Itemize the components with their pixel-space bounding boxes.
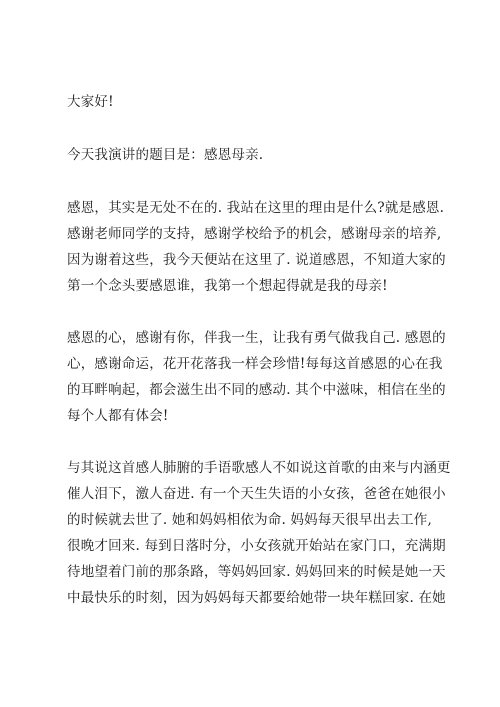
paragraph-2-line-3: 的耳畔响起，都会滋生出不同的感动. 其个中滋味，相信在坐的 xyxy=(67,382,446,398)
paragraph-2-line-1: 感恩的心，感谢有你，伴我一生，让我有勇气做我自己. 感恩的 xyxy=(67,330,446,346)
paragraph-3-line-2: 催人泪下，激人奋进. 有一个天生失语的小女孩，爸爸在她很小 xyxy=(67,486,446,502)
paragraph-3-line-1: 与其说这首感人肺腑的手语歌感人不如说这首歌的由来与内涵更 xyxy=(67,460,451,476)
paragraph-1-line-4: 第一个念头要感恩谁，我第一个想起得就是我的母亲! xyxy=(67,278,388,294)
intro-line: 今天我演讲的题目是：感恩母亲. xyxy=(67,147,264,163)
paragraph-1-line-2: 感谢老师同学的支持，感谢学校给予的机会，感谢母亲的培养, xyxy=(67,226,442,242)
greeting-line: 大家好! xyxy=(67,94,114,110)
paragraph-3-line-5: 待地望着门前的那条路，等妈妈回家. 妈妈回来的时候是她一天 xyxy=(67,564,446,580)
paragraph-1-line-3: 因为谢着这些，我今天便站在这里了. 说道感恩，不知道大家的 xyxy=(67,252,446,268)
paragraph-3-line-4: 很晚才回来. 每到日落时分，小女孩就开始站在家门口，充满期 xyxy=(67,538,446,554)
paragraph-2-line-2: 心，感谢命运，花开花落我一样会珍惜!每每这首感恩的心在我 xyxy=(67,356,443,372)
paragraph-2-line-4: 每个人都有体会! xyxy=(67,408,169,424)
paragraph-3-line-3: 的时候就去世了. 她和妈妈相依为命. 妈妈每天很早出去工作, xyxy=(67,512,432,528)
paragraph-3-line-6: 中最快乐的时刻，因为妈妈每天都要给她带一块年糕回家. 在她 xyxy=(67,590,446,606)
paragraph-1-line-1: 感恩，其实是无处不在的. 我站在这里的理由是什么?就是感恩. xyxy=(67,200,445,216)
